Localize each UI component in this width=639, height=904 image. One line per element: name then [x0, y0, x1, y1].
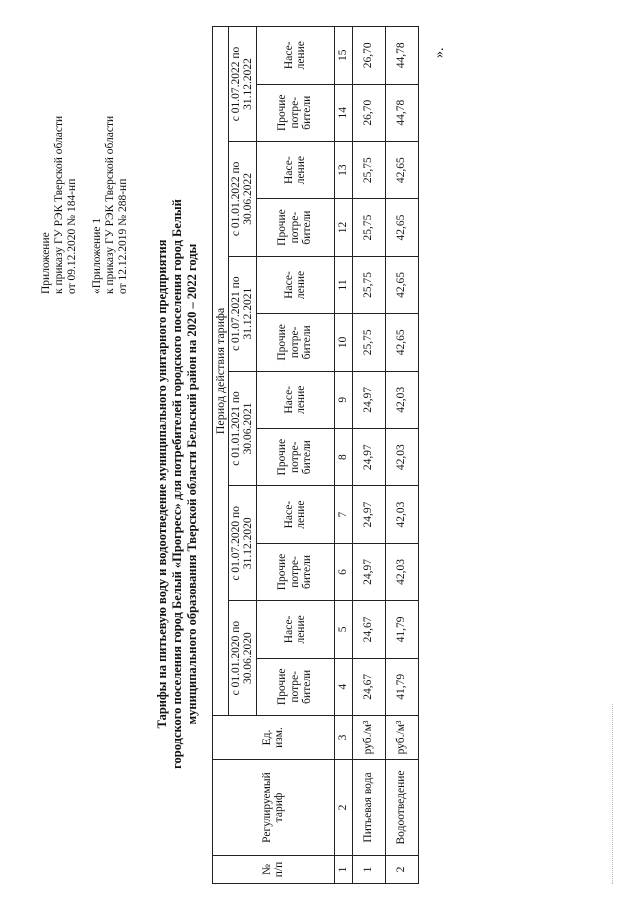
header-period: Период действия тарифа	[213, 27, 229, 716]
tariff-value: 42,65	[385, 256, 418, 313]
tariff-value: 24,97	[352, 486, 385, 543]
approval-line: от 12.12.2019 № 288-нп	[117, 178, 129, 294]
column-number-row	[334, 27, 352, 884]
tariff-value: 25,75	[352, 141, 385, 198]
tariff-value: 24,67	[352, 658, 385, 715]
title-line: муниципального образования Тверской области Бельский район на 2020 – 2022 годы	[185, 243, 199, 725]
tariff-value: 42,65	[385, 141, 418, 198]
column-number: 12	[334, 199, 352, 256]
unit-cell: руб./м³	[352, 716, 385, 760]
tariff-value: 25,75	[352, 314, 385, 371]
sub-header-other: Прочие потре-бители	[256, 314, 334, 371]
tariff-value: 42,03	[385, 486, 418, 543]
tariff-value: 42,03	[385, 371, 418, 428]
column-number: 9	[334, 371, 352, 428]
tariff-value: 44,78	[385, 84, 418, 141]
column-number: 10	[334, 314, 352, 371]
header-tariff-name: Регулируемый тариф	[213, 760, 335, 856]
scan-artifact-divider	[612, 704, 613, 884]
tariff-value: 24,97	[352, 428, 385, 485]
tariff-value: 42,65	[385, 314, 418, 371]
title-line: Тарифы на питьевую воду и водоотведение муниципального унитарного предприятия	[155, 239, 169, 729]
tariff-value: 41,79	[385, 658, 418, 715]
approval-line: к приказу ГУ РЭК Тверской области	[53, 115, 65, 294]
tariff-value: 25,75	[352, 199, 385, 256]
approval-line: от 09.12.2020 № 184-нп	[66, 178, 78, 294]
table-row	[385, 27, 418, 884]
header-unit: Ед. изм.	[213, 716, 335, 760]
column-number: 4	[334, 658, 352, 715]
period-range: с 01.07.2021 по 31.12.2021	[228, 256, 256, 371]
table-row	[352, 27, 385, 884]
tariff-value: 26,70	[352, 27, 385, 85]
sub-header-population: Насе-ление	[256, 601, 334, 658]
approval-stamp	[40, 34, 130, 294]
tariff-name: Водоотведение	[385, 760, 418, 856]
sub-header-other: Прочие потре-бители	[256, 84, 334, 141]
document-title	[155, 159, 200, 809]
tariff-value: 42,03	[385, 543, 418, 600]
sub-header-population: Насе-ление	[256, 27, 334, 85]
tariff-value: 24,97	[352, 371, 385, 428]
period-range: с 01.01.2022 по 30.06.2022	[228, 141, 256, 256]
column-number: 3	[334, 716, 352, 760]
column-number: 7	[334, 486, 352, 543]
column-number: 2	[334, 760, 352, 856]
title-line: городского поселения город Белый «Прогресс» для потребителей городского поселения город Белый	[170, 199, 184, 769]
approval-line: к приказу ГУ РЭК Тверской области	[104, 115, 116, 294]
sub-header-other: Прочие потре-бители	[256, 428, 334, 485]
tariff-value: 41,79	[385, 601, 418, 658]
tariff-value: 25,75	[352, 256, 385, 313]
tariff-table	[212, 26, 419, 884]
period-range: с 01.07.2020 по 31.12.2020	[228, 486, 256, 601]
row-number: 1	[352, 856, 385, 884]
sub-header-other: Прочие потре-бители	[256, 199, 334, 256]
column-number: 13	[334, 141, 352, 198]
sub-header-other: Прочие потре-бители	[256, 543, 334, 600]
column-number: 11	[334, 256, 352, 313]
period-range: с 01.07.2022 по 31.12.2022	[228, 27, 256, 142]
row-number: 2	[385, 856, 418, 884]
sub-header-population: Насе-ление	[256, 256, 334, 313]
tariff-value: 42,65	[385, 199, 418, 256]
column-number: 14	[334, 84, 352, 141]
column-number: 6	[334, 543, 352, 600]
column-number: 15	[334, 27, 352, 85]
approval-line: «Приложение 1	[91, 217, 103, 294]
tariff-value: 42,03	[385, 428, 418, 485]
approval-line: Приложение	[40, 232, 52, 294]
column-number: 5	[334, 601, 352, 658]
header-row-number: № п/п	[213, 856, 335, 884]
period-range: с 01.01.2021 по 30.06.2021	[228, 371, 256, 486]
sub-header-other: Прочие потре-бители	[256, 658, 334, 715]
tariff-value: 24,67	[352, 601, 385, 658]
period-range: с 01.01.2020 по 30.06.2020	[228, 601, 256, 716]
column-number: 1	[334, 856, 352, 884]
column-number: 8	[334, 428, 352, 485]
sub-header-population: Насе-ление	[256, 141, 334, 198]
tariff-value: 26,70	[352, 84, 385, 141]
tariff-value: 24,97	[352, 543, 385, 600]
tariff-value: 44,78	[385, 27, 418, 85]
sub-header-population: Насе-ление	[256, 486, 334, 543]
unit-cell: руб./м³	[385, 716, 418, 760]
tariff-name: Питьевая вода	[352, 760, 385, 856]
closing-quote-mark: ».	[432, 47, 447, 58]
sub-header-population: Насе-ление	[256, 371, 334, 428]
